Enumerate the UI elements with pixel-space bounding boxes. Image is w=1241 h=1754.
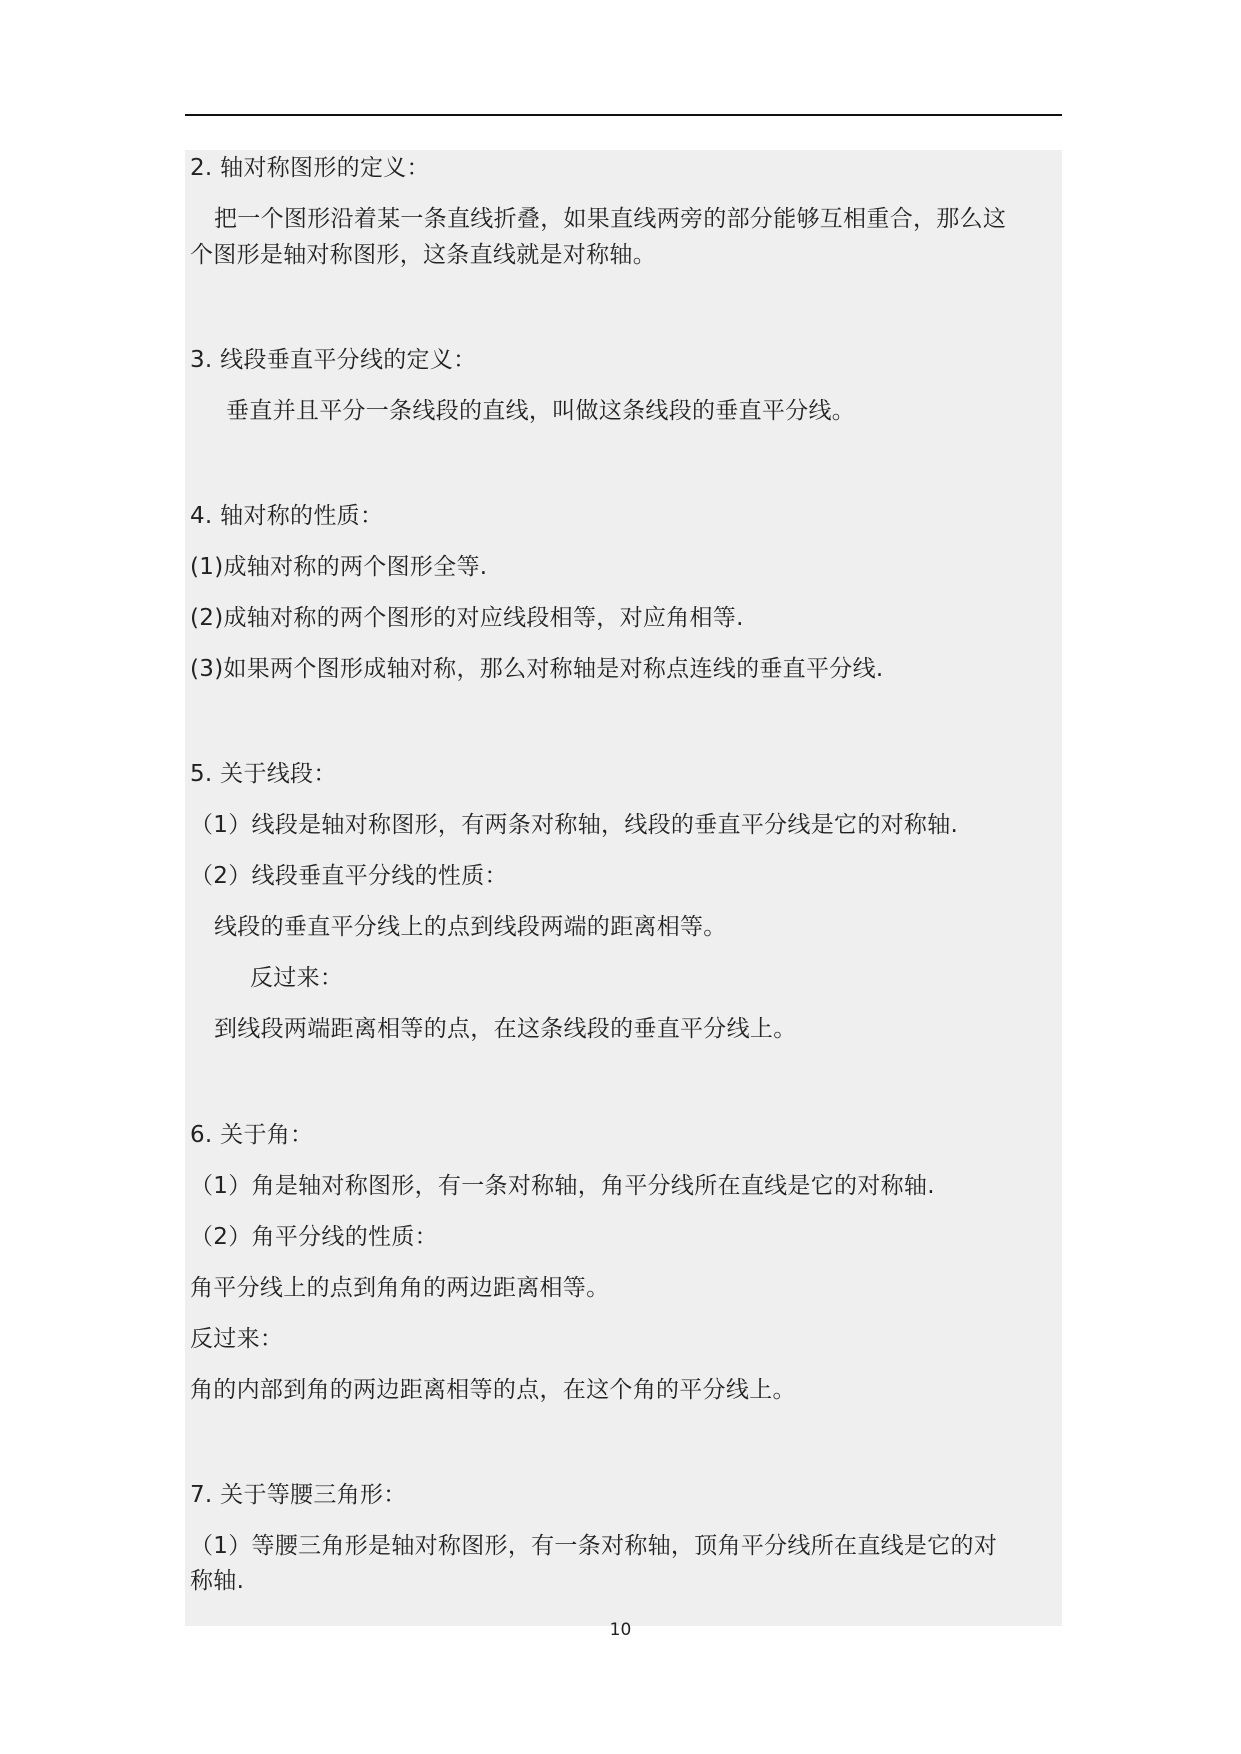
section-6-item-1: （1）角是轴对称图形，有一条对称轴，角平分线所在直线是它的对称轴.	[190, 1173, 935, 1199]
section-5-item-1: （1）线段是轴对称图形，有两条对称轴，线段的垂直平分线是它的对称轴.	[190, 812, 959, 838]
section-6-converse-label: 反过来：	[190, 1326, 284, 1352]
section-5-converse: 到线段两端距离相等的点，在这条线段的垂直平分线上。	[214, 1016, 797, 1042]
section-7-item-1-line-2: 称轴.	[190, 1568, 245, 1594]
section-2-body-line-1: 把一个图形沿着某一条直线折叠，如果直线两旁的部分能够互相重合，那么这	[214, 206, 1007, 232]
section-4-item-1: (1)成轴对称的两个图形全等.	[190, 554, 488, 580]
section-6-item-2: （2）角平分线的性质：	[190, 1224, 438, 1250]
section-5-property: 线段的垂直平分线上的点到线段两端的距离相等。	[214, 914, 727, 940]
section-2-body-line-2: 个图形是轴对称图形，这条直线就是对称轴。	[190, 242, 656, 268]
section-5-heading: 5. 关于线段：	[190, 761, 337, 787]
section-6-converse: 角的内部到角的两边距离相等的点，在这个角的平分线上。	[190, 1377, 796, 1403]
section-5-converse-label: 反过来：	[250, 965, 344, 991]
section-4-item-2: (2)成轴对称的两个图形的对应线段相等，对应角相等.	[190, 605, 744, 631]
section-2-heading: 2. 轴对称图形的定义：	[190, 155, 430, 181]
section-7-item-1-line-1: （1）等腰三角形是轴对称图形，有一条对称轴，顶角平分线所在直线是它的对	[190, 1533, 998, 1559]
section-4-item-3: (3)如果两个图形成轴对称，那么对称轴是对称点连线的垂直平分线.	[190, 656, 884, 682]
section-3-body: 垂直并且平分一条线段的直线，叫做这条线段的垂直平分线。	[226, 398, 856, 424]
section-6-heading: 6. 关于角：	[190, 1122, 314, 1148]
section-7-heading: 7. 关于等腰三角形：	[190, 1482, 407, 1508]
header-rule	[185, 114, 1062, 116]
section-4-heading: 4. 轴对称的性质：	[190, 503, 384, 529]
page-number: 10	[609, 1620, 632, 1640]
section-6-property: 角平分线上的点到角角的两边距离相等。	[190, 1275, 610, 1301]
section-3-heading: 3. 线段垂直平分线的定义：	[190, 347, 477, 373]
section-5-item-2: （2）线段垂直平分线的性质：	[190, 863, 508, 889]
